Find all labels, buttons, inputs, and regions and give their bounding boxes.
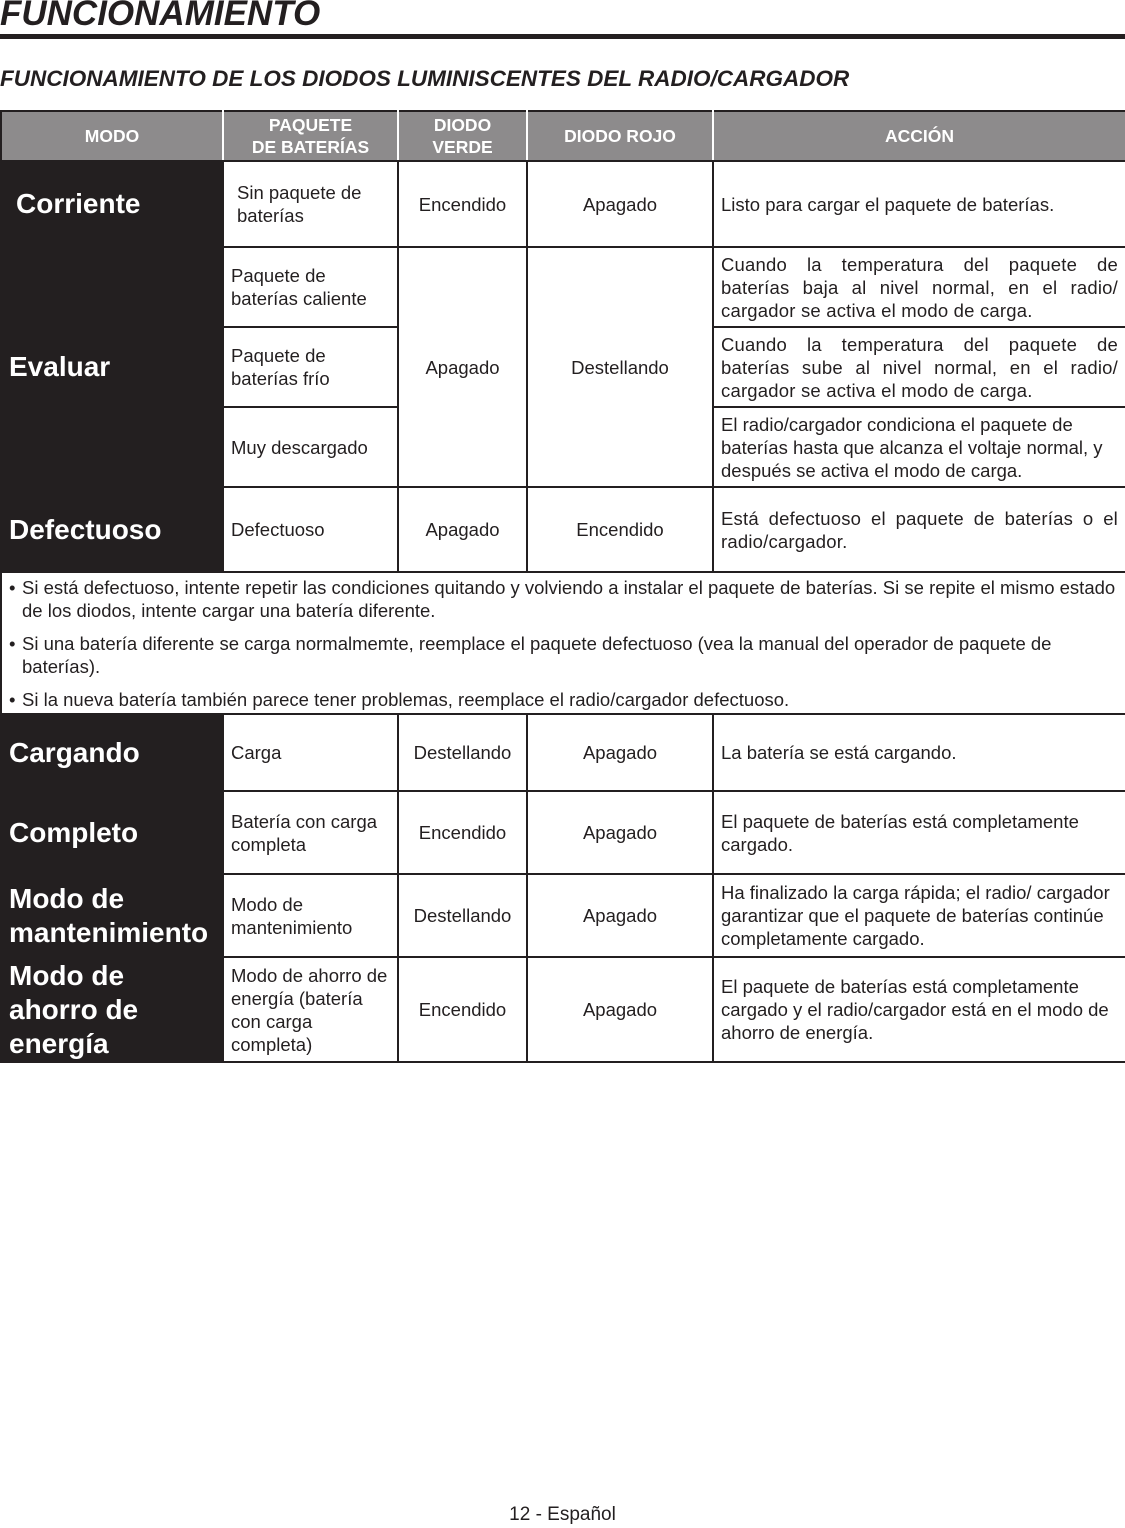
- action-cell: Ha finalizado la carga rápida; el radio/ cargador garantizar que el paquete de baterías continúe completamente cargado.: [713, 874, 1125, 957]
- page-title: FUNCIONAMIENTO: [0, 0, 321, 33]
- green-led-cell: Destellando: [398, 874, 527, 957]
- header-green-led-line2: VERDE: [432, 137, 493, 157]
- action-cell: El paquete de baterías está completamente cargado.: [713, 791, 1125, 874]
- pack-cell: Defectuoso: [223, 487, 398, 572]
- table-row: [1, 791, 1125, 874]
- green-led-cell: Apagado: [398, 487, 527, 572]
- notes-list: [9, 576, 1118, 711]
- header-battery-pack-line2: DE BATERÍAS: [251, 137, 370, 157]
- list-item: • Si una batería diferente se carga normalmemte, reemplace el paquete defectuoso (vea la manual del operador de paquete de baterías).: [9, 632, 1118, 678]
- red-led-cell: Apagado: [527, 161, 713, 247]
- pack-cell: Paquete de baterías caliente: [223, 247, 398, 327]
- red-led-cell: Destellando: [527, 247, 713, 487]
- red-led-cell: Apagado: [527, 791, 713, 874]
- action-cell: El radio/cargador condiciona el paquete de baterías hasta que alcanza el voltaje normal, y después se activa el modo de carga.: [713, 407, 1125, 487]
- mode-defectuoso: Defectuoso: [1, 487, 223, 572]
- notes-row: [1, 572, 1125, 714]
- troubleshooting-notes: [1, 572, 1125, 714]
- mode-cargando: Cargando: [1, 714, 223, 791]
- green-led-cell: Apagado: [398, 247, 527, 487]
- pack-cell: Paquete de baterías frío: [223, 327, 398, 407]
- table-header-row: [1, 111, 1125, 161]
- table-row: [1, 714, 1125, 791]
- table-row: [1, 247, 1125, 327]
- action-cell: Cuando la temperatura del paquete de baterías baja al nivel normal, en el radio/ cargador se activa el modo de carga.: [713, 247, 1125, 327]
- table-row: [1, 161, 1125, 247]
- mode-corriente: Corriente: [1, 161, 223, 247]
- mode-ahorro-energia: Modo de ahorro de energía: [1, 957, 223, 1062]
- header-battery-pack: [223, 111, 398, 161]
- mode-completo: Completo: [1, 791, 223, 874]
- pack-cell: Modo de ahorro de energía (batería con carga completa): [223, 957, 398, 1062]
- pack-cell: Modo de mantenimiento: [223, 874, 398, 957]
- mode-mantenimiento: Modo de mantenimiento: [1, 874, 223, 957]
- header-red-led: DIODO ROJO: [527, 111, 713, 161]
- red-led-cell: Apagado: [527, 714, 713, 791]
- red-led-cell: Encendido: [527, 487, 713, 572]
- green-led-cell: Encendido: [398, 161, 527, 247]
- page-footer: 12 - Español: [509, 1504, 616, 1525]
- green-led-cell: Encendido: [398, 791, 527, 874]
- pack-cell: Sin paquete de baterías: [223, 161, 398, 247]
- green-led-cell: Destellando: [398, 714, 527, 791]
- mode-evaluar: Evaluar: [1, 247, 223, 487]
- title-rule: [0, 34, 1125, 39]
- action-cell: El paquete de baterías está completamente cargado y el radio/cargador está en el modo de ahorro de energía.: [713, 957, 1125, 1062]
- section-title: FUNCIONAMIENTO DE LOS DIODOS LUMINISCENTES DEL RADIO/CARGADOR: [0, 66, 850, 91]
- header-mode: MODO: [1, 111, 223, 161]
- red-led-cell: Apagado: [527, 874, 713, 957]
- header-battery-pack-line1: PAQUETE: [268, 115, 353, 135]
- pack-cell: Carga: [223, 714, 398, 791]
- table-row: [1, 487, 1125, 572]
- action-cell: Cuando la temperatura del paquete de baterías sube al nivel normal, en el radio/ cargador se activa el modo de carga.: [713, 327, 1125, 407]
- action-cell: Está defectuoso el paquete de baterías o el radio/cargador.: [713, 487, 1125, 572]
- table-row: [1, 957, 1125, 1062]
- list-item: • Si la nueva batería también parece tener problemas, reemplace el radio/cargador defectuoso.: [9, 688, 1118, 711]
- list-item: • Si está defectuoso, intente repetir las condiciones quitando y volviendo a instalar el paquete de baterías. Si se repite el mismo estado de los diodos, intente cargar una batería diferente.: [9, 576, 1118, 622]
- header-action: ACCIÓN: [713, 111, 1125, 161]
- pack-cell: Batería con carga completa: [223, 791, 398, 874]
- led-status-table: [0, 110, 1125, 1063]
- action-cell: Listo para cargar el paquete de baterías.: [713, 161, 1125, 247]
- green-led-cell: Encendido: [398, 957, 527, 1062]
- pack-cell: Muy descargado: [223, 407, 398, 487]
- red-led-cell: Apagado: [527, 957, 713, 1062]
- table-row: [1, 874, 1125, 957]
- action-cell: La batería se está cargando.: [713, 714, 1125, 791]
- header-green-led: [398, 111, 527, 161]
- header-green-led-line1: DIODO: [433, 115, 492, 135]
